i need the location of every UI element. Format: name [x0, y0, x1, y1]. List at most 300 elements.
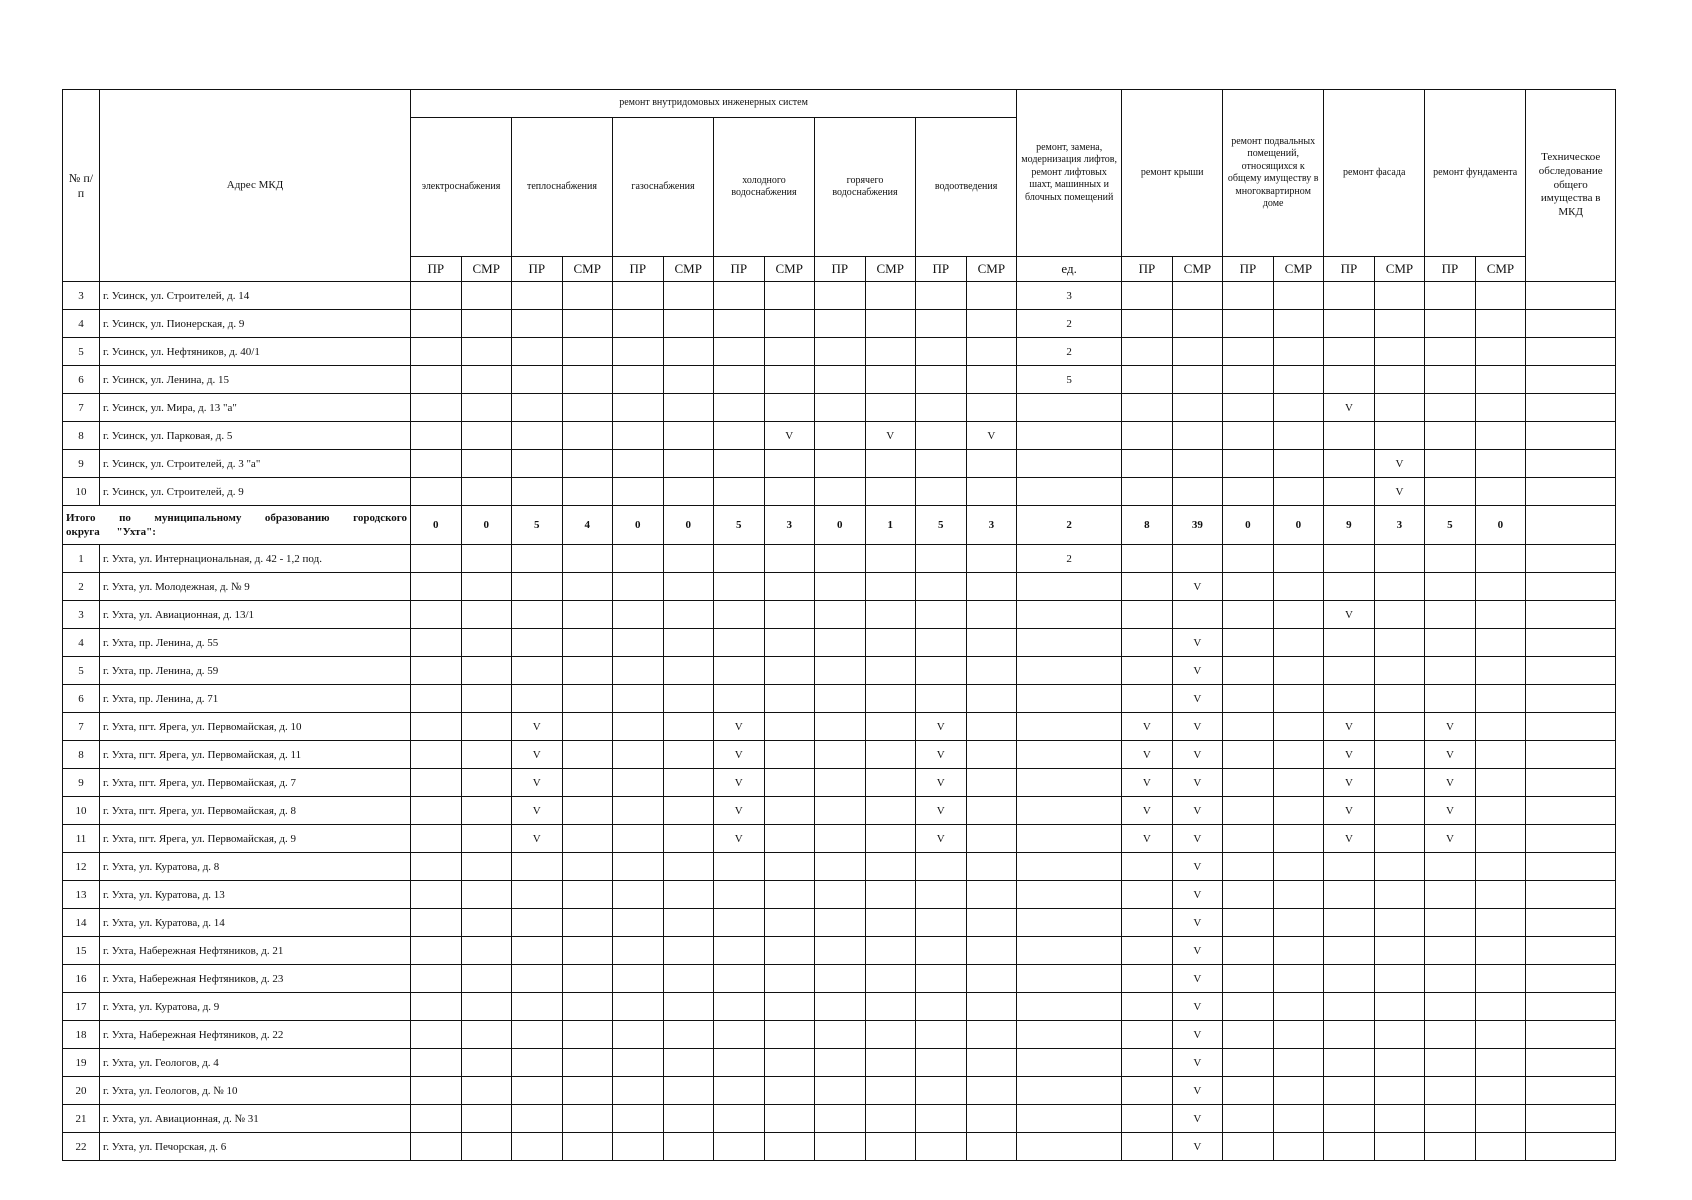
gas-pr-cell — [613, 450, 664, 478]
row-address: г. Ухта, ул. Куратова, д. 9 — [100, 993, 411, 1021]
electric-smr-cell — [461, 629, 512, 657]
table-header — [63, 90, 1616, 282]
facade-pr-cell: V — [1324, 713, 1375, 741]
roof-pr-cell — [1122, 685, 1173, 713]
hot-water-pr-total: 0 — [815, 506, 866, 545]
heating-pr-cell — [512, 1021, 563, 1049]
header-number: № п/п — [63, 90, 100, 282]
sewerage-pr-header: ПР — [916, 257, 967, 282]
row-address: г. Ухта, Набережная Нефтяников, д. 21 — [100, 937, 411, 965]
cold-water-smr-cell — [764, 1105, 815, 1133]
roof-smr-cell: V — [1172, 1105, 1223, 1133]
heating-smr-cell — [562, 422, 613, 450]
gas-pr-cell — [613, 657, 664, 685]
row-number: 10 — [63, 478, 100, 506]
lifts-units-cell — [1017, 601, 1122, 629]
hot-water-smr-cell — [865, 797, 916, 825]
sewerage-pr-cell — [916, 993, 967, 1021]
roof-pr-cell: V — [1122, 797, 1173, 825]
cold-water-smr-cell — [764, 450, 815, 478]
lifts-units-cell — [1017, 965, 1122, 993]
lifts-units-cell: 5 — [1017, 366, 1122, 394]
heating-smr-cell — [562, 366, 613, 394]
cold-water-smr-cell — [764, 629, 815, 657]
header-roof: ремонт крыши — [1122, 90, 1223, 257]
electric-pr-cell — [411, 713, 462, 741]
roof-pr-cell — [1122, 310, 1173, 338]
row-address: г. Усинск, ул. Пионерская, д. 9 — [100, 310, 411, 338]
heating-smr-cell — [562, 394, 613, 422]
lifts-units-cell — [1017, 993, 1122, 1021]
hot-water-smr-cell — [865, 965, 916, 993]
facade-pr-cell — [1324, 573, 1375, 601]
lifts-units-cell — [1017, 741, 1122, 769]
electric-pr-cell — [411, 282, 462, 310]
header-basement: ремонт подвальных помещений, относящихся к общему имуществу в многоквартирном доме — [1223, 90, 1324, 257]
foundation-pr-header: ПР — [1425, 257, 1476, 282]
hot-water-pr-header: ПР — [815, 257, 866, 282]
tech-survey-cell — [1526, 629, 1616, 657]
foundation-smr-cell — [1475, 993, 1526, 1021]
facade-smr-cell — [1374, 394, 1425, 422]
hot-water-pr-cell — [815, 573, 866, 601]
row-address: г. Усинск, ул. Мира, д. 13 "а" — [100, 394, 411, 422]
electric-pr-cell — [411, 573, 462, 601]
basement-smr-cell — [1273, 713, 1324, 741]
roof-smr-cell: V — [1172, 657, 1223, 685]
row-number: 8 — [63, 422, 100, 450]
cold-water-pr-cell — [714, 573, 765, 601]
table-row — [63, 573, 1616, 601]
foundation-pr-cell — [1425, 629, 1476, 657]
foundation-smr-cell — [1475, 769, 1526, 797]
sewerage-smr-cell — [966, 573, 1017, 601]
lifts-units-cell: 2 — [1017, 310, 1122, 338]
facade-pr-cell — [1324, 338, 1375, 366]
total-label: Итого по муниципальному образованию городского округа "Ухта": — [63, 506, 411, 545]
roof-smr-cell: V — [1172, 825, 1223, 853]
electric-pr-cell — [411, 1049, 462, 1077]
table-row — [63, 769, 1616, 797]
row-address: г. Ухта, пгт. Ярега, ул. Первомайская, д. 7 — [100, 769, 411, 797]
hot-water-smr-cell — [865, 741, 916, 769]
foundation-smr-cell — [1475, 601, 1526, 629]
gas-smr-cell — [663, 797, 714, 825]
basement-smr-cell — [1273, 769, 1324, 797]
row-number: 7 — [63, 713, 100, 741]
sewerage-smr-cell — [966, 825, 1017, 853]
cold-water-pr-cell — [714, 545, 765, 573]
row-number: 3 — [63, 601, 100, 629]
facade-smr-cell — [1374, 1021, 1425, 1049]
lifts-units-cell — [1017, 713, 1122, 741]
facade-pr-cell — [1324, 881, 1375, 909]
sewerage-pr-cell: V — [916, 825, 967, 853]
foundation-smr-cell — [1475, 881, 1526, 909]
cold-water-pr-cell — [714, 629, 765, 657]
row-number: 9 — [63, 450, 100, 478]
cold-water-smr-cell — [764, 310, 815, 338]
foundation-pr-cell — [1425, 573, 1476, 601]
table-row — [63, 394, 1616, 422]
gas-pr-cell — [613, 713, 664, 741]
hot-water-pr-cell — [815, 1105, 866, 1133]
foundation-pr-cell: V — [1425, 713, 1476, 741]
cold-water-pr-cell — [714, 1049, 765, 1077]
row-address: г. Ухта, ул. Геологов, д. 4 — [100, 1049, 411, 1077]
electric-smr-cell — [461, 1133, 512, 1161]
heating-pr-cell — [512, 450, 563, 478]
gas-smr-cell — [663, 1049, 714, 1077]
cold-water-pr-cell — [714, 1105, 765, 1133]
hot-water-pr-cell — [815, 1021, 866, 1049]
heating-smr-cell — [562, 573, 613, 601]
sewerage-smr-cell — [966, 769, 1017, 797]
row-number: 4 — [63, 310, 100, 338]
sewerage-pr-cell: V — [916, 797, 967, 825]
foundation-pr-cell — [1425, 853, 1476, 881]
sewerage-pr-cell — [916, 282, 967, 310]
gas-pr-cell — [613, 1049, 664, 1077]
roof-smr-cell — [1172, 422, 1223, 450]
cold-water-smr-cell — [764, 478, 815, 506]
foundation-smr-cell — [1475, 1133, 1526, 1161]
cold-water-smr-cell — [764, 881, 815, 909]
foundation-pr-cell — [1425, 909, 1476, 937]
basement-pr-cell — [1223, 366, 1274, 394]
facade-smr-cell — [1374, 881, 1425, 909]
electric-smr-cell — [461, 366, 512, 394]
basement-pr-cell — [1223, 685, 1274, 713]
cold-water-pr-cell — [714, 881, 765, 909]
facade-pr-cell — [1324, 965, 1375, 993]
lifts-units-cell — [1017, 909, 1122, 937]
cold-water-pr-cell — [714, 1021, 765, 1049]
heating-pr-cell — [512, 1049, 563, 1077]
electric-pr-cell — [411, 450, 462, 478]
table-row — [63, 338, 1616, 366]
electric-smr-cell — [461, 685, 512, 713]
basement-smr-total: 0 — [1273, 506, 1324, 545]
basement-smr-cell — [1273, 450, 1324, 478]
roof-smr-cell: V — [1172, 1021, 1223, 1049]
basement-pr-total: 0 — [1223, 506, 1274, 545]
electric-smr-cell — [461, 478, 512, 506]
electric-smr-cell — [461, 769, 512, 797]
electric-pr-cell — [411, 769, 462, 797]
cold-water-pr-cell — [714, 366, 765, 394]
roof-pr-cell — [1122, 573, 1173, 601]
foundation-smr-cell — [1475, 478, 1526, 506]
row-number: 1 — [63, 545, 100, 573]
gas-pr-cell — [613, 338, 664, 366]
cold-water-smr-cell — [764, 769, 815, 797]
hot-water-pr-cell — [815, 825, 866, 853]
electric-smr-cell — [461, 657, 512, 685]
lifts-units-cell — [1017, 1049, 1122, 1077]
gas-pr-cell — [613, 797, 664, 825]
cold-water-smr-cell — [764, 1021, 815, 1049]
roof-smr-cell: V — [1172, 573, 1223, 601]
sewerage-smr-cell — [966, 394, 1017, 422]
roof-pr-cell — [1122, 601, 1173, 629]
basement-smr-cell — [1273, 993, 1324, 1021]
hot-water-smr-cell: V — [865, 422, 916, 450]
hot-water-pr-cell — [815, 769, 866, 797]
foundation-pr-cell — [1425, 1133, 1476, 1161]
lifts-units-cell — [1017, 450, 1122, 478]
facade-pr-cell — [1324, 1021, 1375, 1049]
cold-water-smr-cell — [764, 853, 815, 881]
basement-smr-cell — [1273, 741, 1324, 769]
lifts-units-cell — [1017, 1021, 1122, 1049]
gas-smr-cell — [663, 909, 714, 937]
cold-water-pr-cell — [714, 937, 765, 965]
facade-smr-cell — [1374, 853, 1425, 881]
row-number: 18 — [63, 1021, 100, 1049]
heating-pr-cell — [512, 657, 563, 685]
facade-pr-cell: V — [1324, 769, 1375, 797]
cold-water-smr-cell — [764, 965, 815, 993]
foundation-pr-cell — [1425, 881, 1476, 909]
facade-pr-cell — [1324, 937, 1375, 965]
hot-water-smr-cell — [865, 1105, 916, 1133]
cold-water-smr-cell — [764, 993, 815, 1021]
row-address: г. Ухта, пгт. Ярега, ул. Первомайская, д. 10 — [100, 713, 411, 741]
hot-water-pr-cell — [815, 282, 866, 310]
row-address: г. Ухта, пр. Ленина, д. 59 — [100, 657, 411, 685]
gas-pr-cell — [613, 1105, 664, 1133]
gas-smr-cell — [663, 993, 714, 1021]
foundation-pr-cell — [1425, 965, 1476, 993]
heating-smr-cell — [562, 797, 613, 825]
roof-smr-cell: V — [1172, 993, 1223, 1021]
foundation-pr-cell — [1425, 450, 1476, 478]
basement-smr-cell — [1273, 366, 1324, 394]
hot-water-pr-cell — [815, 937, 866, 965]
gas-pr-cell — [613, 573, 664, 601]
electric-pr-cell — [411, 993, 462, 1021]
cold-water-pr-cell — [714, 993, 765, 1021]
facade-smr-cell — [1374, 657, 1425, 685]
facade-smr-cell — [1374, 310, 1425, 338]
electric-pr-cell — [411, 1077, 462, 1105]
heating-pr-cell — [512, 478, 563, 506]
gas-pr-cell — [613, 310, 664, 338]
basement-pr-cell — [1223, 769, 1274, 797]
foundation-smr-cell — [1475, 1077, 1526, 1105]
basement-pr-cell — [1223, 478, 1274, 506]
hot-water-smr-header: СМР — [865, 257, 916, 282]
tech-survey-cell — [1526, 601, 1616, 629]
roof-pr-cell — [1122, 629, 1173, 657]
hot-water-smr-cell — [865, 478, 916, 506]
facade-pr-cell — [1324, 545, 1375, 573]
cold-water-pr-cell: V — [714, 797, 765, 825]
table-row — [63, 1021, 1616, 1049]
table-row — [63, 937, 1616, 965]
header-cold-water: холодного водоснабжения — [714, 118, 815, 257]
lifts-units-cell — [1017, 478, 1122, 506]
cold-water-smr-cell — [764, 1049, 815, 1077]
cold-water-pr-cell: V — [714, 769, 765, 797]
roof-pr-cell — [1122, 1021, 1173, 1049]
facade-smr-cell — [1374, 282, 1425, 310]
row-number: 12 — [63, 853, 100, 881]
gas-smr-cell — [663, 713, 714, 741]
tech-survey-cell — [1526, 422, 1616, 450]
basement-smr-cell — [1273, 1049, 1324, 1077]
heating-smr-total: 4 — [562, 506, 613, 545]
basement-smr-cell — [1273, 1105, 1324, 1133]
cold-water-smr-cell — [764, 338, 815, 366]
row-number: 19 — [63, 1049, 100, 1077]
electric-smr-cell — [461, 545, 512, 573]
cold-water-smr-cell — [764, 573, 815, 601]
table-row — [63, 741, 1616, 769]
hot-water-smr-cell — [865, 769, 916, 797]
hot-water-smr-cell — [865, 1021, 916, 1049]
sewerage-smr-cell — [966, 450, 1017, 478]
facade-smr-cell — [1374, 825, 1425, 853]
cold-water-pr-cell — [714, 1077, 765, 1105]
facade-smr-cell — [1374, 769, 1425, 797]
electric-smr-cell — [461, 965, 512, 993]
hot-water-smr-cell — [865, 657, 916, 685]
header-gas: газоснабжения — [613, 118, 714, 257]
row-number: 5 — [63, 657, 100, 685]
basement-pr-cell — [1223, 965, 1274, 993]
heating-smr-cell — [562, 545, 613, 573]
hot-water-smr-cell — [865, 825, 916, 853]
electric-pr-cell — [411, 657, 462, 685]
sewerage-pr-cell — [916, 1021, 967, 1049]
facade-smr-cell — [1374, 1049, 1425, 1077]
gas-smr-cell — [663, 601, 714, 629]
roof-pr-cell — [1122, 909, 1173, 937]
facade-smr-cell — [1374, 338, 1425, 366]
basement-pr-cell — [1223, 422, 1274, 450]
sewerage-pr-cell — [916, 629, 967, 657]
basement-smr-cell — [1273, 338, 1324, 366]
heating-smr-cell — [562, 1105, 613, 1133]
basement-pr-cell — [1223, 450, 1274, 478]
basement-pr-cell — [1223, 1077, 1274, 1105]
heating-smr-cell — [562, 965, 613, 993]
heating-pr-cell — [512, 573, 563, 601]
gas-pr-cell — [613, 825, 664, 853]
foundation-pr-total: 5 — [1425, 506, 1476, 545]
heating-pr-cell — [512, 937, 563, 965]
heating-pr-cell — [512, 366, 563, 394]
hot-water-smr-cell — [865, 282, 916, 310]
facade-pr-cell — [1324, 909, 1375, 937]
hot-water-smr-cell — [865, 545, 916, 573]
row-number: 6 — [63, 685, 100, 713]
gas-pr-cell — [613, 741, 664, 769]
hot-water-pr-cell — [815, 1077, 866, 1105]
foundation-pr-cell: V — [1425, 825, 1476, 853]
basement-pr-cell — [1223, 1049, 1274, 1077]
tech-survey-total — [1526, 506, 1616, 545]
gas-smr-cell — [663, 965, 714, 993]
row-address: г. Усинск, ул. Нефтяников, д. 40/1 — [100, 338, 411, 366]
electric-pr-cell — [411, 310, 462, 338]
lifts-units-cell: 2 — [1017, 338, 1122, 366]
foundation-smr-cell — [1475, 1049, 1526, 1077]
roof-smr-cell: V — [1172, 965, 1223, 993]
table-row — [63, 422, 1616, 450]
basement-smr-cell — [1273, 629, 1324, 657]
hot-water-smr-cell — [865, 1133, 916, 1161]
hot-water-smr-cell — [865, 601, 916, 629]
cold-water-pr-cell — [714, 965, 765, 993]
row-address: г. Ухта, пр. Ленина, д. 55 — [100, 629, 411, 657]
basement-smr-cell — [1273, 909, 1324, 937]
foundation-smr-total: 0 — [1475, 506, 1526, 545]
facade-smr-header: СМР — [1374, 257, 1425, 282]
row-number: 11 — [63, 825, 100, 853]
cold-water-pr-header: ПР — [714, 257, 765, 282]
facade-smr-cell — [1374, 965, 1425, 993]
sewerage-smr-cell — [966, 881, 1017, 909]
basement-pr-cell — [1223, 338, 1274, 366]
gas-smr-cell — [663, 478, 714, 506]
gas-smr-cell — [663, 937, 714, 965]
sewerage-smr-cell — [966, 310, 1017, 338]
cold-water-smr-cell — [764, 937, 815, 965]
electric-smr-cell — [461, 601, 512, 629]
row-number: 6 — [63, 366, 100, 394]
hot-water-pr-cell — [815, 450, 866, 478]
roof-pr-cell — [1122, 853, 1173, 881]
sewerage-pr-cell — [916, 881, 967, 909]
electric-smr-cell — [461, 1105, 512, 1133]
electric-smr-cell — [461, 450, 512, 478]
foundation-pr-cell: V — [1425, 797, 1476, 825]
hot-water-pr-cell — [815, 881, 866, 909]
gas-pr-cell — [613, 629, 664, 657]
gas-pr-header: ПР — [613, 257, 664, 282]
facade-smr-cell — [1374, 573, 1425, 601]
sewerage-smr-cell — [966, 937, 1017, 965]
basement-pr-cell — [1223, 713, 1274, 741]
table-row — [63, 797, 1616, 825]
cold-water-smr-cell — [764, 741, 815, 769]
cold-water-smr-cell — [764, 797, 815, 825]
heating-pr-cell — [512, 545, 563, 573]
foundation-smr-cell — [1475, 825, 1526, 853]
facade-smr-cell: V — [1374, 450, 1425, 478]
tech-survey-cell — [1526, 965, 1616, 993]
basement-smr-cell — [1273, 797, 1324, 825]
foundation-pr-cell — [1425, 1049, 1476, 1077]
heating-pr-cell — [512, 394, 563, 422]
facade-smr-cell — [1374, 1105, 1425, 1133]
hot-water-pr-cell — [815, 478, 866, 506]
row-number: 3 — [63, 282, 100, 310]
table-row — [63, 450, 1616, 478]
table-row — [63, 713, 1616, 741]
foundation-smr-cell — [1475, 310, 1526, 338]
gas-pr-cell — [613, 1133, 664, 1161]
electric-smr-cell — [461, 1021, 512, 1049]
roof-pr-cell — [1122, 1077, 1173, 1105]
tech-survey-cell — [1526, 685, 1616, 713]
tech-survey-cell — [1526, 909, 1616, 937]
tech-survey-cell — [1526, 769, 1616, 797]
roof-pr-cell — [1122, 881, 1173, 909]
